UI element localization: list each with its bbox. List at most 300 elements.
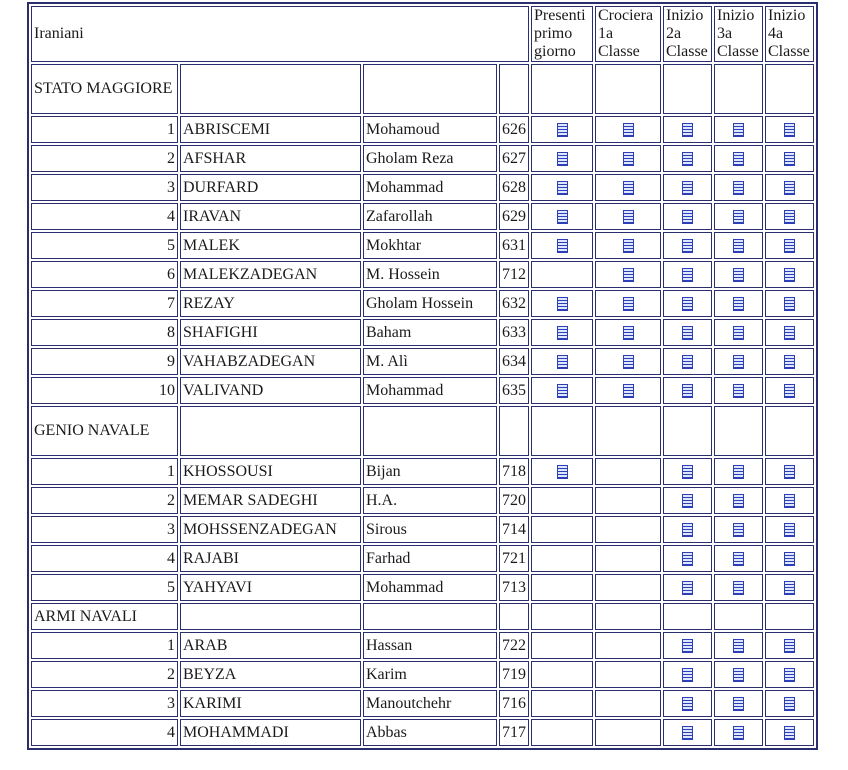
- surname-cell: RAJABI: [180, 545, 361, 572]
- mark-cell: [714, 174, 763, 201]
- checkbox-mark-icon: [682, 697, 693, 711]
- empty-cell: [595, 603, 661, 630]
- checkbox-mark-icon: [733, 181, 744, 195]
- checkbox-mark-icon: [733, 355, 744, 369]
- checkbox-mark-icon: [733, 639, 744, 653]
- checkbox-mark-icon: [682, 268, 693, 282]
- table-row: [31, 116, 814, 143]
- checkbox-mark-icon: [623, 181, 634, 195]
- checkbox-mark-icon: [682, 239, 693, 253]
- row-number: 1: [31, 458, 178, 485]
- checkbox-mark-icon: [784, 726, 795, 740]
- mark-cell: [531, 377, 593, 404]
- mark-cell: [531, 719, 593, 746]
- mark-cell: [531, 145, 593, 172]
- checkbox-mark-icon: [557, 152, 568, 166]
- mark-cell: [663, 174, 712, 201]
- checkbox-mark-icon: [682, 210, 693, 224]
- column-header-inizio-2a: Inizio 2a Classe: [663, 6, 712, 62]
- given-name-cell: Sirous: [363, 516, 497, 543]
- mark-cell: [663, 458, 712, 485]
- surname-cell: REZAY: [180, 290, 361, 317]
- column-header-presenti: Presenti primo giorno: [531, 6, 593, 62]
- mark-cell: [714, 319, 763, 346]
- empty-cell: [595, 64, 661, 114]
- checkbox-mark-icon: [733, 494, 744, 508]
- empty-cell: [180, 64, 361, 114]
- checkbox-mark-icon: [733, 152, 744, 166]
- mark-cell: [531, 203, 593, 230]
- mark-cell: [714, 632, 763, 659]
- row-number: 3: [31, 174, 178, 201]
- mark-cell: [765, 348, 814, 375]
- surname-cell: VAHABZADEGAN: [180, 348, 361, 375]
- mark-cell: [595, 377, 661, 404]
- given-name-cell: Farhad: [363, 545, 497, 572]
- mark-cell: [595, 545, 661, 572]
- mark-cell: [595, 487, 661, 514]
- mark-cell: [531, 319, 593, 346]
- table-row: [31, 261, 814, 288]
- given-name-cell: M. Alì: [363, 348, 497, 375]
- checkbox-mark-icon: [682, 639, 693, 653]
- row-number: 2: [31, 145, 178, 172]
- surname-cell: MOHAMMADI: [180, 719, 361, 746]
- checkbox-mark-icon: [623, 297, 634, 311]
- table-row: [31, 377, 814, 404]
- section-label: GENIO NAVALE: [31, 406, 178, 456]
- mark-cell: [765, 174, 814, 201]
- checkbox-mark-icon: [682, 355, 693, 369]
- mark-cell: [531, 516, 593, 543]
- mark-cell: [765, 232, 814, 259]
- mark-cell: [663, 661, 712, 688]
- checkbox-mark-icon: [733, 552, 744, 566]
- table-row: [31, 174, 814, 201]
- row-number: 4: [31, 203, 178, 230]
- checkbox-mark-icon: [733, 668, 744, 682]
- mark-cell: [663, 487, 712, 514]
- mark-cell: [714, 116, 763, 143]
- empty-cell: [765, 406, 814, 456]
- row-number: 5: [31, 232, 178, 259]
- mark-cell: [714, 145, 763, 172]
- mark-cell: [765, 487, 814, 514]
- empty-cell: [663, 64, 712, 114]
- mark-cell: [531, 348, 593, 375]
- mark-cell: [531, 545, 593, 572]
- mark-cell: [531, 574, 593, 601]
- mark-cell: [595, 348, 661, 375]
- mark-cell: [595, 319, 661, 346]
- empty-cell: [714, 406, 763, 456]
- mark-cell: [765, 661, 814, 688]
- row-number: 1: [31, 116, 178, 143]
- checkbox-mark-icon: [784, 152, 795, 166]
- mark-cell: [714, 487, 763, 514]
- checkbox-mark-icon: [733, 239, 744, 253]
- checkbox-mark-icon: [784, 639, 795, 653]
- checkbox-mark-icon: [623, 268, 634, 282]
- mark-cell: [714, 290, 763, 317]
- given-name-cell: Gholam Hossein: [363, 290, 497, 317]
- section-row: [31, 603, 814, 630]
- row-number: 2: [31, 661, 178, 688]
- surname-cell: MOHSSENZADEGAN: [180, 516, 361, 543]
- surname-cell: ARAB: [180, 632, 361, 659]
- mark-cell: [531, 632, 593, 659]
- empty-cell: [499, 603, 529, 630]
- table-row: [31, 203, 814, 230]
- checkbox-mark-icon: [733, 697, 744, 711]
- mark-cell: [765, 203, 814, 230]
- given-name-cell: M. Hossein: [363, 261, 497, 288]
- empty-cell: [765, 603, 814, 630]
- checkbox-mark-icon: [682, 726, 693, 740]
- checkbox-mark-icon: [733, 523, 744, 537]
- empty-cell: [765, 64, 814, 114]
- mark-cell: [663, 690, 712, 717]
- surname-cell: KARIMI: [180, 690, 361, 717]
- table-row: [31, 719, 814, 746]
- checkbox-mark-icon: [784, 581, 795, 595]
- checkbox-mark-icon: [557, 297, 568, 311]
- id-cell: 720: [499, 487, 529, 514]
- mark-cell: [531, 232, 593, 259]
- mark-cell: [663, 145, 712, 172]
- id-cell: 719: [499, 661, 529, 688]
- checkbox-mark-icon: [784, 552, 795, 566]
- mark-cell: [531, 261, 593, 288]
- surname-cell: DURFARD: [180, 174, 361, 201]
- mark-cell: [765, 261, 814, 288]
- checkbox-mark-icon: [784, 268, 795, 282]
- row-number: 4: [31, 545, 178, 572]
- mark-cell: [595, 174, 661, 201]
- empty-cell: [363, 64, 497, 114]
- checkbox-mark-icon: [784, 210, 795, 224]
- mark-cell: [714, 377, 763, 404]
- given-name-cell: Mohammad: [363, 377, 497, 404]
- given-name-cell: H.A.: [363, 487, 497, 514]
- mark-cell: [765, 632, 814, 659]
- checkbox-mark-icon: [557, 355, 568, 369]
- mark-cell: [595, 574, 661, 601]
- mark-cell: [714, 516, 763, 543]
- mark-cell: [531, 661, 593, 688]
- id-cell: 635: [499, 377, 529, 404]
- mark-cell: [663, 348, 712, 375]
- checkbox-mark-icon: [733, 726, 744, 740]
- row-number: 9: [31, 348, 178, 375]
- mark-cell: [663, 632, 712, 659]
- column-header-inizio-4a: Inizio 4a Classe: [765, 6, 814, 62]
- id-cell: 712: [499, 261, 529, 288]
- id-cell: 626: [499, 116, 529, 143]
- table-row: [31, 516, 814, 543]
- checkbox-mark-icon: [557, 326, 568, 340]
- row-number: 8: [31, 319, 178, 346]
- mark-cell: [595, 458, 661, 485]
- checkbox-mark-icon: [682, 181, 693, 195]
- mark-cell: [663, 290, 712, 317]
- section-label: ARMI NAVALI: [31, 603, 178, 630]
- row-number: 2: [31, 487, 178, 514]
- empty-cell: [663, 603, 712, 630]
- mark-cell: [714, 545, 763, 572]
- table-row: [31, 145, 814, 172]
- checkbox-mark-icon: [557, 384, 568, 398]
- checkbox-mark-icon: [557, 239, 568, 253]
- table-row: [31, 574, 814, 601]
- checkbox-mark-icon: [784, 239, 795, 253]
- surname-cell: BEYZA: [180, 661, 361, 688]
- mark-cell: [663, 377, 712, 404]
- checkbox-mark-icon: [784, 123, 795, 137]
- given-name-cell: Mohammad: [363, 174, 497, 201]
- mark-cell: [663, 574, 712, 601]
- section-row: [31, 406, 814, 456]
- id-cell: 717: [499, 719, 529, 746]
- empty-cell: [363, 603, 497, 630]
- checkbox-mark-icon: [682, 465, 693, 479]
- mark-cell: [714, 261, 763, 288]
- checkbox-mark-icon: [682, 297, 693, 311]
- checkbox-mark-icon: [733, 123, 744, 137]
- mark-cell: [663, 319, 712, 346]
- mark-cell: [765, 690, 814, 717]
- checkbox-mark-icon: [784, 668, 795, 682]
- empty-cell: [499, 406, 529, 456]
- empty-cell: [363, 406, 497, 456]
- table-row: [31, 661, 814, 688]
- checkbox-mark-icon: [733, 326, 744, 340]
- checkbox-mark-icon: [784, 697, 795, 711]
- table-row: [31, 319, 814, 346]
- checkbox-mark-icon: [784, 494, 795, 508]
- checkbox-mark-icon: [784, 181, 795, 195]
- checkbox-mark-icon: [682, 494, 693, 508]
- mark-cell: [531, 174, 593, 201]
- page-title: Iraniani: [31, 6, 529, 62]
- row-number: 5: [31, 574, 178, 601]
- id-cell: 629: [499, 203, 529, 230]
- table-row: [31, 545, 814, 572]
- checkbox-mark-icon: [557, 181, 568, 195]
- mark-cell: [595, 290, 661, 317]
- id-cell: 718: [499, 458, 529, 485]
- mark-cell: [765, 145, 814, 172]
- surname-cell: YAHYAVI: [180, 574, 361, 601]
- mark-cell: [714, 348, 763, 375]
- checkbox-mark-icon: [682, 523, 693, 537]
- roster-table: [27, 2, 818, 750]
- mark-cell: [595, 661, 661, 688]
- checkbox-mark-icon: [682, 152, 693, 166]
- empty-cell: [714, 603, 763, 630]
- mark-cell: [765, 516, 814, 543]
- id-cell: 632: [499, 290, 529, 317]
- checkbox-mark-icon: [784, 297, 795, 311]
- checkbox-mark-icon: [557, 210, 568, 224]
- id-cell: 627: [499, 145, 529, 172]
- table-row: [31, 348, 814, 375]
- table-row: [31, 487, 814, 514]
- surname-cell: MALEK: [180, 232, 361, 259]
- given-name-cell: Mokhtar: [363, 232, 497, 259]
- mark-cell: [595, 203, 661, 230]
- checkbox-mark-icon: [557, 465, 568, 479]
- mark-cell: [595, 261, 661, 288]
- mark-cell: [663, 116, 712, 143]
- id-cell: 631: [499, 232, 529, 259]
- mark-cell: [595, 690, 661, 717]
- mark-cell: [531, 458, 593, 485]
- mark-cell: [714, 719, 763, 746]
- given-name-cell: Hassan: [363, 632, 497, 659]
- mark-cell: [765, 719, 814, 746]
- roster-page: [27, 2, 818, 750]
- checkbox-mark-icon: [682, 581, 693, 595]
- mark-cell: [663, 232, 712, 259]
- id-cell: 716: [499, 690, 529, 717]
- id-cell: 722: [499, 632, 529, 659]
- table-row: [31, 458, 814, 485]
- row-number: 7: [31, 290, 178, 317]
- surname-cell: ABRISCEMI: [180, 116, 361, 143]
- column-header-crociera: Crociera 1a Classe: [595, 6, 661, 62]
- empty-cell: [531, 64, 593, 114]
- checkbox-mark-icon: [784, 355, 795, 369]
- mark-cell: [663, 719, 712, 746]
- given-name-cell: Manoutchehr: [363, 690, 497, 717]
- mark-cell: [531, 487, 593, 514]
- surname-cell: AFSHAR: [180, 145, 361, 172]
- mark-cell: [765, 116, 814, 143]
- given-name-cell: Mohammad: [363, 574, 497, 601]
- mark-cell: [765, 290, 814, 317]
- given-name-cell: Zafarollah: [363, 203, 497, 230]
- id-cell: 633: [499, 319, 529, 346]
- empty-cell: [180, 603, 361, 630]
- section-label: STATO MAGGIORE: [31, 64, 178, 114]
- empty-cell: [531, 603, 593, 630]
- id-cell: 721: [499, 545, 529, 572]
- checkbox-mark-icon: [682, 384, 693, 398]
- mark-cell: [531, 290, 593, 317]
- surname-cell: SHAFIGHI: [180, 319, 361, 346]
- header-row: [31, 6, 814, 62]
- given-name-cell: Abbas: [363, 719, 497, 746]
- checkbox-mark-icon: [623, 355, 634, 369]
- table-row: [31, 232, 814, 259]
- checkbox-mark-icon: [784, 384, 795, 398]
- mark-cell: [595, 232, 661, 259]
- given-name-cell: Karim: [363, 661, 497, 688]
- checkbox-mark-icon: [623, 239, 634, 253]
- empty-cell: [499, 64, 529, 114]
- empty-cell: [663, 406, 712, 456]
- empty-cell: [531, 406, 593, 456]
- row-number: 3: [31, 516, 178, 543]
- table-row: [31, 290, 814, 317]
- checkbox-mark-icon: [623, 384, 634, 398]
- checkbox-mark-icon: [623, 123, 634, 137]
- column-header-inizio-3a: Inizio 3a Classe: [714, 6, 763, 62]
- mark-cell: [714, 203, 763, 230]
- mark-cell: [765, 377, 814, 404]
- mark-cell: [663, 545, 712, 572]
- checkbox-mark-icon: [733, 210, 744, 224]
- surname-cell: VALIVAND: [180, 377, 361, 404]
- checkbox-mark-icon: [733, 268, 744, 282]
- mark-cell: [714, 574, 763, 601]
- checkbox-mark-icon: [557, 123, 568, 137]
- row-number: 4: [31, 719, 178, 746]
- id-cell: 628: [499, 174, 529, 201]
- checkbox-mark-icon: [784, 326, 795, 340]
- mark-cell: [663, 261, 712, 288]
- checkbox-mark-icon: [733, 297, 744, 311]
- id-cell: 714: [499, 516, 529, 543]
- row-number: 3: [31, 690, 178, 717]
- mark-cell: [765, 545, 814, 572]
- given-name-cell: Bijan: [363, 458, 497, 485]
- section-row: [31, 64, 814, 114]
- mark-cell: [714, 661, 763, 688]
- mark-cell: [765, 458, 814, 485]
- given-name-cell: Baham: [363, 319, 497, 346]
- checkbox-mark-icon: [623, 152, 634, 166]
- table-row: [31, 632, 814, 659]
- surname-cell: MEMAR SADEGHI: [180, 487, 361, 514]
- row-number: 10: [31, 377, 178, 404]
- id-cell: 634: [499, 348, 529, 375]
- surname-cell: MALEKZADEGAN: [180, 261, 361, 288]
- checkbox-mark-icon: [682, 326, 693, 340]
- mark-cell: [663, 516, 712, 543]
- checkbox-mark-icon: [623, 326, 634, 340]
- checkbox-mark-icon: [784, 465, 795, 479]
- checkbox-mark-icon: [784, 523, 795, 537]
- mark-cell: [595, 632, 661, 659]
- mark-cell: [714, 690, 763, 717]
- checkbox-mark-icon: [733, 465, 744, 479]
- mark-cell: [531, 690, 593, 717]
- checkbox-mark-icon: [682, 123, 693, 137]
- checkbox-mark-icon: [623, 210, 634, 224]
- checkbox-mark-icon: [682, 668, 693, 682]
- row-number: 6: [31, 261, 178, 288]
- table-row: [31, 690, 814, 717]
- empty-cell: [180, 406, 361, 456]
- mark-cell: [595, 116, 661, 143]
- id-cell: 713: [499, 574, 529, 601]
- checkbox-mark-icon: [682, 552, 693, 566]
- mark-cell: [765, 319, 814, 346]
- mark-cell: [531, 116, 593, 143]
- mark-cell: [714, 458, 763, 485]
- empty-cell: [714, 64, 763, 114]
- row-number: 1: [31, 632, 178, 659]
- mark-cell: [765, 574, 814, 601]
- mark-cell: [663, 203, 712, 230]
- mark-cell: [595, 719, 661, 746]
- empty-cell: [595, 406, 661, 456]
- given-name-cell: Mohamoud: [363, 116, 497, 143]
- checkbox-mark-icon: [733, 581, 744, 595]
- given-name-cell: Gholam Reza: [363, 145, 497, 172]
